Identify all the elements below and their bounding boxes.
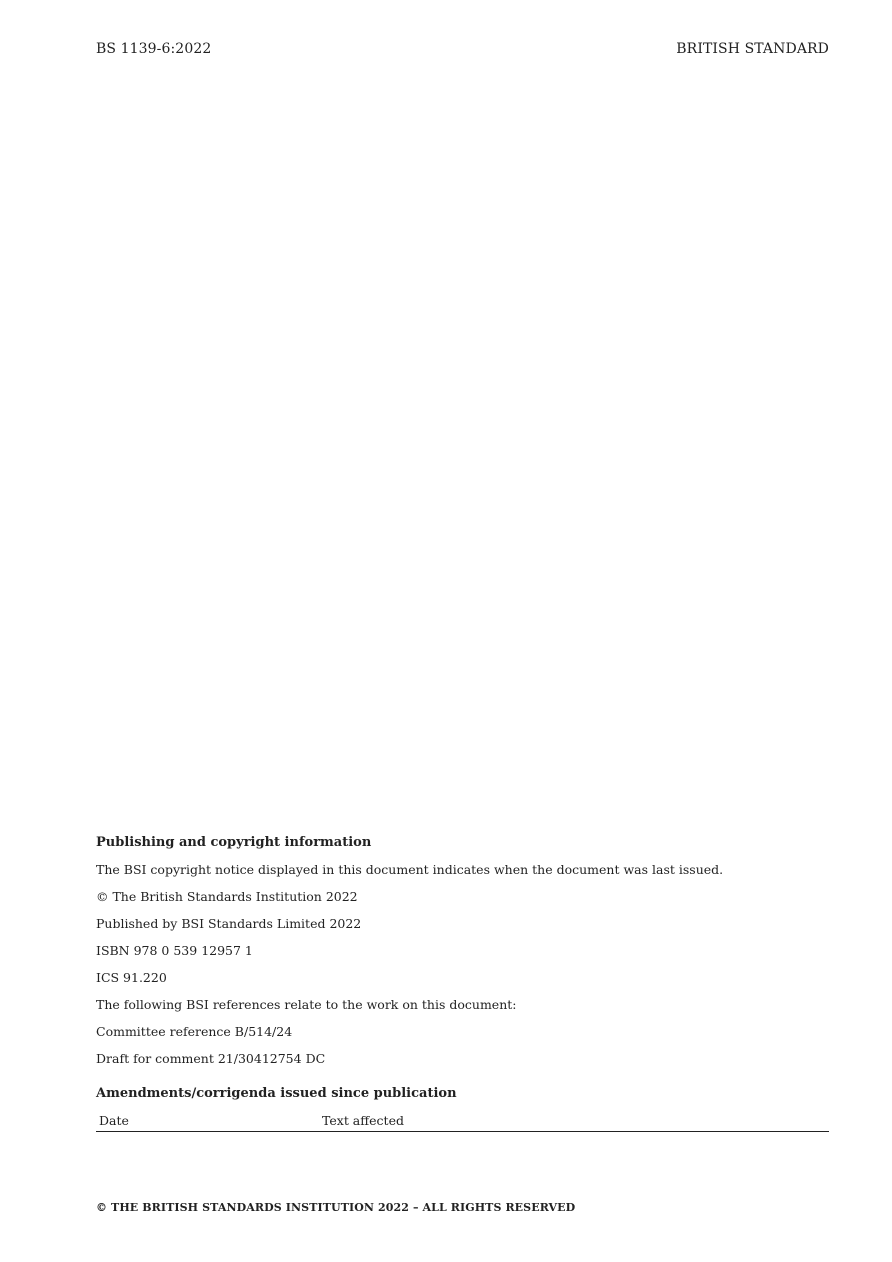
column-header-text-affected: Text affected <box>319 1112 829 1132</box>
copyright-line: © The British Standards Institution 2022 <box>96 889 358 904</box>
publisher-line: Published by BSI Standards Limited 2022 <box>96 916 362 931</box>
references-intro-line: The following BSI references relate to the work on this document: <box>96 997 517 1012</box>
amendments-table <box>96 1112 829 1132</box>
publishing-section <box>96 834 829 1132</box>
copyright-notice-line: The BSI copyright notice displayed in this document indicates when the document was last issued. <box>96 862 724 877</box>
publishing-title: Publishing and copyright information <box>96 835 372 850</box>
committee-reference-line: Committee reference B/514/24 <box>96 1024 293 1039</box>
draft-comment-line: Draft for comment 21/30412754 DC <box>96 1051 326 1066</box>
header-standard-type: BRITISH STANDARD <box>676 41 829 57</box>
isbn-line: ISBN 978 0 539 12957 1 <box>96 943 253 958</box>
column-header-date: Date <box>96 1112 319 1132</box>
amendments-title: Amendments/corrigenda issued since publication <box>96 1086 457 1101</box>
amendments-header-row <box>96 1112 829 1132</box>
ics-line: ICS 91.220 <box>96 970 167 985</box>
header-standard-number: BS 1139-6:2022 <box>96 41 212 57</box>
footer-copyright: © THE BRITISH STANDARDS INSTITUTION 2022 – ALL RIGHTS RESERVED <box>96 1201 576 1214</box>
